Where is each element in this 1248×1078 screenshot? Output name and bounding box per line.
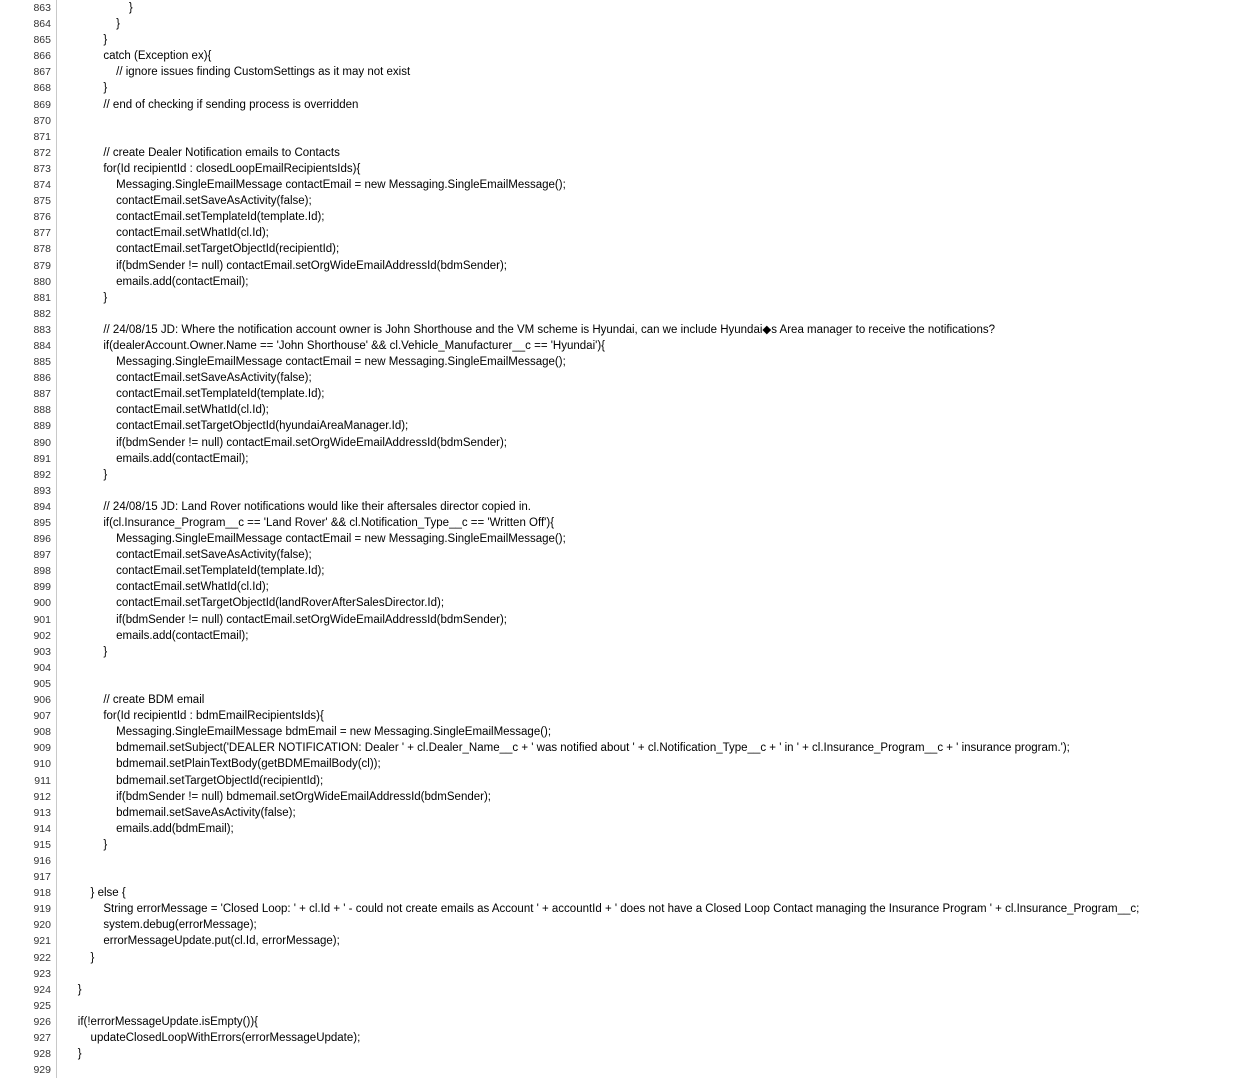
line-content[interactable] bbox=[57, 644, 1248, 660]
line-number: 884 bbox=[0, 338, 57, 354]
line-text: } bbox=[65, 952, 94, 964]
line-content[interactable] bbox=[57, 1030, 1248, 1046]
line-content[interactable] bbox=[57, 595, 1248, 611]
line-number: 917 bbox=[0, 869, 57, 885]
line-content[interactable] bbox=[57, 306, 1248, 322]
line-content[interactable] bbox=[57, 435, 1248, 451]
line-content[interactable] bbox=[57, 628, 1248, 644]
line-number: 890 bbox=[0, 435, 57, 451]
line-number: 920 bbox=[0, 917, 57, 933]
line-content[interactable] bbox=[57, 483, 1248, 499]
line-content[interactable] bbox=[57, 274, 1248, 290]
code-line[interactable] bbox=[0, 145, 1248, 161]
line-number: 883 bbox=[0, 322, 57, 338]
code-line[interactable] bbox=[0, 789, 1248, 805]
line-text: contactEmail.setTargetObjectId(landRoverAfterSalesDirector.Id); bbox=[65, 597, 444, 609]
line-number: 916 bbox=[0, 853, 57, 869]
line-number: 906 bbox=[0, 692, 57, 708]
line-number: 893 bbox=[0, 483, 57, 499]
code-line[interactable] bbox=[0, 821, 1248, 837]
line-text: // 24/08/15 JD: Land Rover notifications would like their aftersales director copied in. bbox=[65, 501, 531, 513]
line-content[interactable] bbox=[57, 467, 1248, 483]
line-number: 924 bbox=[0, 982, 57, 998]
line-content[interactable] bbox=[57, 241, 1248, 257]
line-content[interactable] bbox=[57, 161, 1248, 177]
line-number: 892 bbox=[0, 467, 57, 483]
line-text: contactEmail.setSaveAsActivity(false); bbox=[65, 549, 312, 561]
line-content[interactable] bbox=[57, 1062, 1248, 1078]
line-number: 908 bbox=[0, 724, 57, 740]
line-content[interactable] bbox=[57, 354, 1248, 370]
code-line[interactable] bbox=[0, 708, 1248, 724]
line-content[interactable] bbox=[57, 0, 1248, 16]
code-line[interactable] bbox=[0, 97, 1248, 113]
line-number: 926 bbox=[0, 1014, 57, 1030]
line-content[interactable] bbox=[57, 853, 1248, 869]
line-content[interactable] bbox=[57, 708, 1248, 724]
line-text: // 24/08/15 JD: Where the notification account owner is John Shorthouse and the VM scheme is Hyundai, can we include Hyundai◆s Area manager to receive the notifications? bbox=[65, 324, 995, 336]
line-content[interactable] bbox=[57, 547, 1248, 563]
line-content[interactable] bbox=[57, 612, 1248, 628]
line-text: // create BDM email bbox=[65, 694, 204, 706]
line-number: 876 bbox=[0, 209, 57, 225]
line-number: 910 bbox=[0, 756, 57, 772]
line-content[interactable] bbox=[57, 80, 1248, 96]
code-line[interactable] bbox=[0, 370, 1248, 386]
line-text: // ignore issues finding CustomSettings as it may not exist bbox=[65, 66, 410, 78]
line-number: 896 bbox=[0, 531, 57, 547]
line-text: catch (Exception ex){ bbox=[65, 50, 211, 62]
line-text: bdmemail.setPlainTextBody(getBDMEmailBody(cl)); bbox=[65, 758, 381, 770]
code-line[interactable] bbox=[0, 129, 1248, 145]
line-number: 921 bbox=[0, 933, 57, 949]
line-text: } bbox=[65, 18, 120, 30]
code-line[interactable] bbox=[0, 306, 1248, 322]
line-number: 900 bbox=[0, 595, 57, 611]
line-content[interactable] bbox=[57, 193, 1248, 209]
code-line[interactable] bbox=[0, 1014, 1248, 1030]
line-text: contactEmail.setTemplateId(template.Id); bbox=[65, 211, 325, 223]
line-content[interactable] bbox=[57, 982, 1248, 998]
code-line[interactable] bbox=[0, 402, 1248, 418]
line-number: 865 bbox=[0, 32, 57, 48]
line-text: String errorMessage = 'Closed Loop: ' + cl.Id + ' - could not create emails as Account ' + accountId + ' does not have a Closed Loop Contact managing the Insurance Program ' + cl.Insurance_Program__c; bbox=[65, 903, 1139, 915]
line-content[interactable] bbox=[57, 660, 1248, 676]
code-line[interactable] bbox=[0, 499, 1248, 515]
line-number: 912 bbox=[0, 789, 57, 805]
code-line[interactable] bbox=[0, 32, 1248, 48]
code-line[interactable] bbox=[0, 917, 1248, 933]
line-text: } bbox=[65, 292, 107, 304]
line-text: bdmemail.setSaveAsActivity(false); bbox=[65, 807, 296, 819]
line-number: 918 bbox=[0, 885, 57, 901]
code-line[interactable] bbox=[0, 0, 1248, 16]
line-content[interactable] bbox=[57, 563, 1248, 579]
code-line[interactable] bbox=[0, 869, 1248, 885]
line-number: 914 bbox=[0, 821, 57, 837]
code-line[interactable] bbox=[0, 933, 1248, 949]
code-line[interactable] bbox=[0, 950, 1248, 966]
code-line[interactable] bbox=[0, 853, 1248, 869]
code-line[interactable] bbox=[0, 1030, 1248, 1046]
line-content[interactable] bbox=[57, 531, 1248, 547]
code-line[interactable] bbox=[0, 354, 1248, 370]
code-line[interactable] bbox=[0, 225, 1248, 241]
line-text: } bbox=[65, 469, 107, 481]
line-content[interactable] bbox=[57, 917, 1248, 933]
code-line[interactable] bbox=[0, 660, 1248, 676]
line-number: 929 bbox=[0, 1062, 57, 1078]
line-content[interactable] bbox=[57, 499, 1248, 515]
code-line[interactable] bbox=[0, 274, 1248, 290]
line-content[interactable] bbox=[57, 1046, 1248, 1062]
line-content[interactable] bbox=[57, 740, 1248, 756]
code-line[interactable] bbox=[0, 579, 1248, 595]
line-text: errorMessageUpdate.put(cl.Id, errorMessage); bbox=[65, 935, 340, 947]
code-line[interactable] bbox=[0, 418, 1248, 434]
line-number: 864 bbox=[0, 16, 57, 32]
line-content[interactable] bbox=[57, 805, 1248, 821]
line-number: 928 bbox=[0, 1046, 57, 1062]
code-line[interactable] bbox=[0, 966, 1248, 982]
code-line[interactable] bbox=[0, 48, 1248, 64]
line-text: Messaging.SingleEmailMessage contactEmail = new Messaging.SingleEmailMessage(); bbox=[65, 356, 566, 368]
line-number: 881 bbox=[0, 290, 57, 306]
line-text: } bbox=[65, 34, 107, 46]
code-line[interactable] bbox=[0, 113, 1248, 129]
line-text: contactEmail.setSaveAsActivity(false); bbox=[65, 195, 312, 207]
line-text: contactEmail.setTemplateId(template.Id); bbox=[65, 388, 325, 400]
line-number: 895 bbox=[0, 515, 57, 531]
line-number: 909 bbox=[0, 740, 57, 756]
line-content[interactable] bbox=[57, 177, 1248, 193]
code-line[interactable] bbox=[0, 805, 1248, 821]
line-text: contactEmail.setTargetObjectId(hyundaiAreaManager.Id); bbox=[65, 420, 408, 432]
code-line[interactable] bbox=[0, 209, 1248, 225]
line-number: 867 bbox=[0, 64, 57, 80]
line-text: system.debug(errorMessage); bbox=[65, 919, 257, 931]
line-number: 866 bbox=[0, 48, 57, 64]
line-text: contactEmail.setSaveAsActivity(false); bbox=[65, 372, 312, 384]
line-text: if(bdmSender != null) contactEmail.setOrgWideEmailAddressId(bdmSender); bbox=[65, 614, 507, 626]
line-number: 872 bbox=[0, 145, 57, 161]
line-text: if(!errorMessageUpdate.isEmpty()){ bbox=[65, 1016, 258, 1028]
line-content[interactable] bbox=[57, 724, 1248, 740]
line-number: 903 bbox=[0, 644, 57, 660]
line-content[interactable] bbox=[57, 756, 1248, 772]
line-number: 894 bbox=[0, 499, 57, 515]
line-content[interactable] bbox=[57, 16, 1248, 32]
line-number: 898 bbox=[0, 563, 57, 579]
line-text: Messaging.SingleEmailMessage contactEmail = new Messaging.SingleEmailMessage(); bbox=[65, 533, 566, 545]
line-number: 873 bbox=[0, 161, 57, 177]
code-line[interactable] bbox=[0, 16, 1248, 32]
line-number: 907 bbox=[0, 708, 57, 724]
line-content[interactable] bbox=[57, 676, 1248, 692]
line-number: 875 bbox=[0, 193, 57, 209]
code-line[interactable] bbox=[0, 563, 1248, 579]
code-line[interactable] bbox=[0, 628, 1248, 644]
code-line[interactable] bbox=[0, 338, 1248, 354]
line-content[interactable] bbox=[57, 32, 1248, 48]
line-text: } bbox=[65, 646, 107, 658]
line-content[interactable] bbox=[57, 290, 1248, 306]
line-text: if(dealerAccount.Owner.Name == 'John Shorthouse' && cl.Vehicle_Manufacturer__c == 'Hyundai'){ bbox=[65, 340, 605, 352]
line-content[interactable] bbox=[57, 113, 1248, 129]
line-content[interactable] bbox=[57, 129, 1248, 145]
line-number: 927 bbox=[0, 1030, 57, 1046]
code-line[interactable] bbox=[0, 595, 1248, 611]
line-text: if(bdmSender != null) contactEmail.setOrgWideEmailAddressId(bdmSender); bbox=[65, 437, 507, 449]
line-text: } bbox=[65, 839, 107, 851]
line-content[interactable] bbox=[57, 258, 1248, 274]
line-text: Messaging.SingleEmailMessage contactEmail = new Messaging.SingleEmailMessage(); bbox=[65, 179, 566, 191]
line-text: for(Id recipientId : bdmEmailRecipientsIds){ bbox=[65, 710, 324, 722]
line-content[interactable] bbox=[57, 869, 1248, 885]
code-line[interactable] bbox=[0, 161, 1248, 177]
line-content[interactable] bbox=[57, 338, 1248, 354]
code-line[interactable] bbox=[0, 483, 1248, 499]
line-text: bdmemail.setSubject('DEALER NOTIFICATION: Dealer ' + cl.Dealer_Name__c + ' was notified about ' + cl.Notification_Type__c + ' in ' + cl.Insurance_Program__c + ' insurance program.'); bbox=[65, 742, 1070, 754]
line-content[interactable] bbox=[57, 692, 1248, 708]
line-text: } else { bbox=[65, 887, 126, 899]
line-content[interactable] bbox=[57, 370, 1248, 386]
line-number: 922 bbox=[0, 950, 57, 966]
line-number: 904 bbox=[0, 660, 57, 676]
line-number: 870 bbox=[0, 113, 57, 129]
line-number: 887 bbox=[0, 386, 57, 402]
code-line[interactable] bbox=[0, 64, 1248, 80]
line-number: 915 bbox=[0, 837, 57, 853]
line-content[interactable] bbox=[57, 1014, 1248, 1030]
line-content[interactable] bbox=[57, 451, 1248, 467]
code-line[interactable] bbox=[0, 386, 1248, 402]
line-number: 882 bbox=[0, 306, 57, 322]
code-line[interactable] bbox=[0, 756, 1248, 772]
code-line[interactable] bbox=[0, 435, 1248, 451]
code-line[interactable] bbox=[0, 692, 1248, 708]
line-text: if(cl.Insurance_Program__c == 'Land Rover' && cl.Notification_Type__c == 'Written Off'){ bbox=[65, 517, 554, 529]
line-content[interactable] bbox=[57, 837, 1248, 853]
line-text: emails.add(bdmEmail); bbox=[65, 823, 234, 835]
line-content[interactable] bbox=[57, 322, 1248, 338]
code-line[interactable] bbox=[0, 998, 1248, 1014]
code-line[interactable] bbox=[0, 773, 1248, 789]
line-text: emails.add(contactEmail); bbox=[65, 453, 248, 465]
line-text: contactEmail.setWhatId(cl.Id); bbox=[65, 227, 269, 239]
line-content[interactable] bbox=[57, 48, 1248, 64]
code-line[interactable] bbox=[0, 531, 1248, 547]
code-line[interactable] bbox=[0, 644, 1248, 660]
line-text: contactEmail.setTargetObjectId(recipientId); bbox=[65, 243, 339, 255]
code-line[interactable] bbox=[0, 322, 1248, 338]
code-line[interactable] bbox=[0, 547, 1248, 563]
code-line[interactable] bbox=[0, 1062, 1248, 1078]
line-text: if(bdmSender != null) bdmemail.setOrgWideEmailAddressId(bdmSender); bbox=[65, 791, 491, 803]
line-content[interactable] bbox=[57, 966, 1248, 982]
line-text: contactEmail.setWhatId(cl.Id); bbox=[65, 404, 269, 416]
line-number: 888 bbox=[0, 402, 57, 418]
line-text: for(Id recipientId : closedLoopEmailRecipientsIds){ bbox=[65, 163, 360, 175]
line-text: contactEmail.setWhatId(cl.Id); bbox=[65, 581, 269, 593]
line-number: 902 bbox=[0, 628, 57, 644]
code-line[interactable] bbox=[0, 724, 1248, 740]
line-text: bdmemail.setTargetObjectId(recipientId); bbox=[65, 775, 323, 787]
line-text: emails.add(contactEmail); bbox=[65, 276, 248, 288]
line-content[interactable] bbox=[57, 789, 1248, 805]
line-number: 878 bbox=[0, 241, 57, 257]
line-content[interactable] bbox=[57, 386, 1248, 402]
line-content[interactable] bbox=[57, 579, 1248, 595]
line-number: 877 bbox=[0, 225, 57, 241]
line-content[interactable] bbox=[57, 209, 1248, 225]
code-line[interactable] bbox=[0, 177, 1248, 193]
line-text: // end of checking if sending process is overridden bbox=[65, 99, 358, 111]
line-text: // create Dealer Notification emails to Contacts bbox=[65, 147, 340, 159]
line-content[interactable] bbox=[57, 885, 1248, 901]
code-line[interactable] bbox=[0, 467, 1248, 483]
line-number: 901 bbox=[0, 612, 57, 628]
line-text: updateClosedLoopWithErrors(errorMessageUpdate); bbox=[65, 1032, 360, 1044]
line-content[interactable] bbox=[57, 515, 1248, 531]
line-content[interactable] bbox=[57, 821, 1248, 837]
line-number: 897 bbox=[0, 547, 57, 563]
line-content[interactable] bbox=[57, 418, 1248, 434]
line-number: 885 bbox=[0, 354, 57, 370]
line-content[interactable] bbox=[57, 950, 1248, 966]
line-text: contactEmail.setTemplateId(template.Id); bbox=[65, 565, 325, 577]
line-number: 925 bbox=[0, 998, 57, 1014]
code-line[interactable] bbox=[0, 676, 1248, 692]
line-number: 889 bbox=[0, 418, 57, 434]
line-number: 913 bbox=[0, 805, 57, 821]
line-number: 869 bbox=[0, 97, 57, 113]
line-number: 880 bbox=[0, 274, 57, 290]
line-number: 879 bbox=[0, 258, 57, 274]
line-content[interactable] bbox=[57, 901, 1248, 917]
code-line[interactable] bbox=[0, 258, 1248, 274]
line-text: } bbox=[65, 2, 133, 14]
line-number: 874 bbox=[0, 177, 57, 193]
line-number: 886 bbox=[0, 370, 57, 386]
line-content[interactable] bbox=[57, 97, 1248, 113]
line-content[interactable] bbox=[57, 225, 1248, 241]
line-text: } bbox=[65, 82, 107, 94]
line-content[interactable] bbox=[57, 64, 1248, 80]
code-line[interactable] bbox=[0, 80, 1248, 96]
line-number: 919 bbox=[0, 901, 57, 917]
line-text: emails.add(contactEmail); bbox=[65, 630, 248, 642]
line-content[interactable] bbox=[57, 145, 1248, 161]
code-line[interactable] bbox=[0, 193, 1248, 209]
line-content[interactable] bbox=[57, 933, 1248, 949]
code-line[interactable] bbox=[0, 290, 1248, 306]
code-line[interactable] bbox=[0, 982, 1248, 998]
line-content[interactable] bbox=[57, 773, 1248, 789]
line-number: 899 bbox=[0, 579, 57, 595]
code-line[interactable] bbox=[0, 740, 1248, 756]
code-line[interactable] bbox=[0, 241, 1248, 257]
line-text: Messaging.SingleEmailMessage bdmEmail = new Messaging.SingleEmailMessage(); bbox=[65, 726, 551, 738]
code-line[interactable] bbox=[0, 885, 1248, 901]
line-number: 871 bbox=[0, 129, 57, 145]
line-number: 923 bbox=[0, 966, 57, 982]
line-number: 891 bbox=[0, 451, 57, 467]
code-line[interactable] bbox=[0, 1046, 1248, 1062]
code-line[interactable] bbox=[0, 837, 1248, 853]
line-number: 863 bbox=[0, 0, 57, 16]
code-line[interactable] bbox=[0, 901, 1248, 917]
code-line[interactable] bbox=[0, 612, 1248, 628]
line-number: 905 bbox=[0, 676, 57, 692]
line-number: 868 bbox=[0, 80, 57, 96]
line-content[interactable] bbox=[57, 998, 1248, 1014]
code-line[interactable] bbox=[0, 451, 1248, 467]
line-text: if(bdmSender != null) contactEmail.setOrgWideEmailAddressId(bdmSender); bbox=[65, 260, 507, 272]
line-content[interactable] bbox=[57, 402, 1248, 418]
line-text: } bbox=[65, 984, 82, 996]
code-line[interactable] bbox=[0, 515, 1248, 531]
line-number: 911 bbox=[0, 773, 57, 789]
line-text: } bbox=[65, 1048, 82, 1060]
